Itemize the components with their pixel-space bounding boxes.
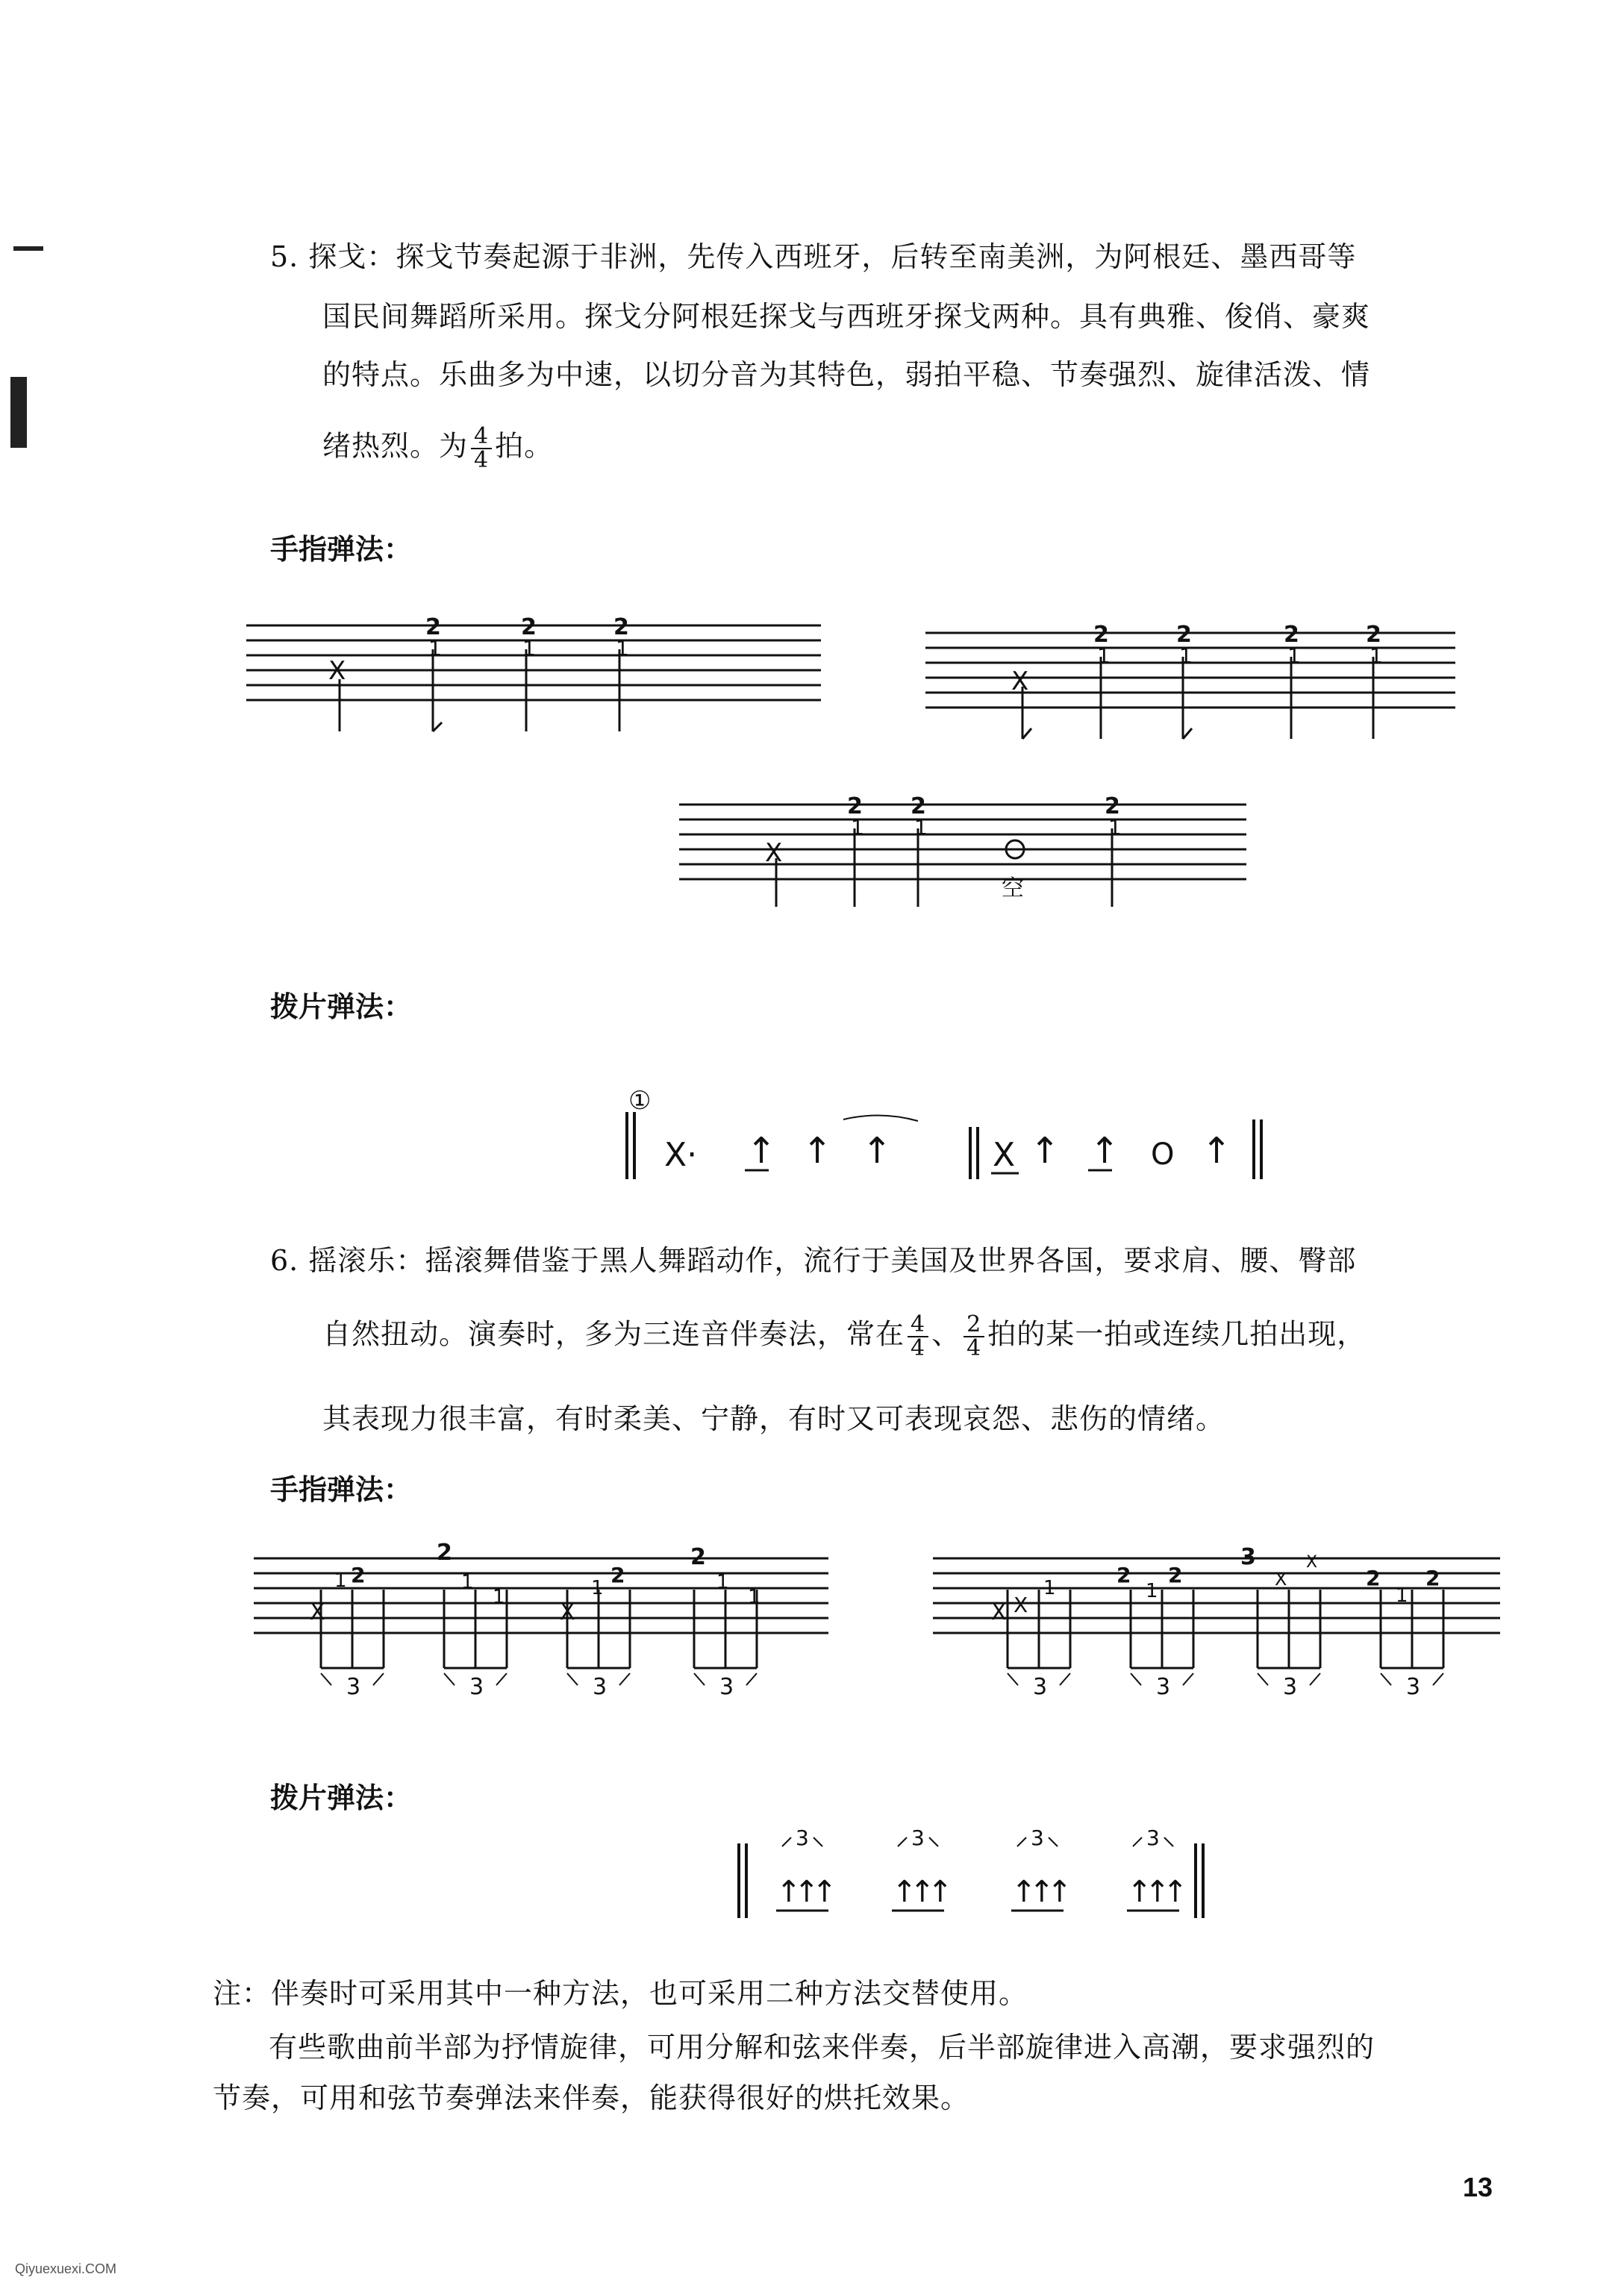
mute-x: X: [310, 1599, 325, 1626]
triplet-number: 3: [719, 1674, 734, 1700]
finger-1: 1: [851, 815, 864, 840]
section6-line2: 自然扭动。演奏时，多为三连音伴奏法，常在 $\frac{4}{4}$ 、 $\frac{2}{4}$ 拍的某一拍或连续几拍出现，: [322, 1311, 1367, 1361]
pick-up: ↑: [1030, 1130, 1061, 1172]
finger-2: 2: [1425, 1566, 1440, 1590]
finger-1: 1: [493, 1586, 505, 1608]
triplet-number: 3: [346, 1674, 361, 1700]
rock-pick-notation: [731, 1814, 1224, 1926]
pick-up-arrow: ↑: [1163, 1875, 1188, 1909]
margin-mark: [13, 246, 43, 251]
finger-1: 1: [748, 1586, 761, 1608]
pick-up-arrow: ↑: [794, 1875, 819, 1909]
triplet-number: 3: [1146, 1826, 1160, 1850]
finger-2: 2: [351, 1563, 366, 1587]
finger-1: 1: [914, 815, 928, 840]
pick-up-arrow: ↑: [910, 1875, 935, 1909]
finger-2: 2: [690, 1544, 706, 1570]
finger-1: 1: [1396, 1584, 1408, 1607]
finger-1: 1: [716, 1571, 729, 1593]
pick-up-arrow: ↑: [812, 1875, 837, 1909]
finger-2: 2: [437, 1540, 452, 1566]
finger-2: 2: [425, 614, 441, 640]
pick-up: ↑: [1202, 1130, 1232, 1172]
time-signature: $\frac{4}{4}$: [471, 425, 492, 472]
note-line1: 注：伴奏时可采用其中一种方法，也可采用二种方法交替使用。: [213, 1977, 1028, 2010]
triplet-number: 3: [593, 1674, 608, 1700]
finger-2: 2: [1176, 622, 1192, 648]
tango-pick-notation: [612, 1082, 1299, 1194]
mute-x: X: [1275, 1569, 1287, 1590]
section5-line4: 绪热烈。为 $\frac{4}{4}$ 拍。: [322, 423, 554, 473]
pick-up: ↑: [746, 1130, 777, 1172]
mute-x: X: [328, 656, 346, 686]
section5-line2: 国民间舞蹈所采用。探戈分阿根廷探戈与西班牙探戈两种。具有典雅、俊俏、豪爽: [322, 300, 1371, 333]
finger-2: 2: [610, 1563, 625, 1587]
open-string-label: 空: [1002, 875, 1024, 902]
mute-x: X: [1014, 1593, 1028, 1617]
pick-open: O: [1151, 1137, 1175, 1172]
mute-x: X: [560, 1599, 575, 1626]
pick-up-arrow: ↑: [1011, 1875, 1037, 1909]
rock-tab-2: [933, 1537, 1508, 1709]
finger-1: 1: [591, 1577, 604, 1599]
pick-mute: X·: [664, 1136, 698, 1174]
pick-up-arrow: ↑: [1145, 1875, 1170, 1909]
tango-tab-1: [246, 605, 828, 746]
triplet-number: 3: [1156, 1674, 1171, 1700]
time-signature-2: $\frac{2}{4}$: [964, 1314, 984, 1360]
section6-line3: 其表现力很丰富，有时柔美、宁静，有时又可表现哀怨、悲伤的情绪。: [322, 1402, 1225, 1435]
mute-x: X: [991, 1599, 1007, 1626]
finger-method-label: 手指弹法：: [270, 532, 413, 566]
finger-2: 2: [1366, 622, 1381, 648]
triplet-number: 3: [1033, 1674, 1048, 1700]
triplet-groups: [1008, 1590, 1443, 1700]
triplet-number: 3: [1406, 1674, 1421, 1700]
pick-method-label-2: 拨片弹法：: [270, 1781, 413, 1814]
mute-x: X: [765, 838, 783, 868]
finger-method-label-2: 手指弹法：: [270, 1473, 413, 1506]
pick-up-arrow: ↑: [1047, 1875, 1072, 1909]
finger-1: 1: [1108, 815, 1122, 840]
pick-up-arrow: ↑: [1127, 1875, 1152, 1909]
pick-triplets: [776, 1826, 1188, 1911]
finger-2: 2: [1116, 1563, 1131, 1587]
section5-line3: 的特点。乐曲多为中速，以切分音为其特色，弱拍平稳、节奏强烈、旋律活泼、情: [322, 358, 1371, 391]
pick-up: ↑: [1090, 1130, 1120, 1172]
triplet-number: 3: [469, 1674, 484, 1700]
pick-mute: X: [993, 1136, 1016, 1174]
finger-2: 2: [1105, 793, 1120, 819]
margin-bar: [10, 377, 27, 448]
finger-2: 2: [613, 614, 629, 640]
pick-up: ↑: [862, 1130, 893, 1172]
finger-1: 1: [1179, 643, 1193, 668]
finger-1: 1: [1287, 643, 1301, 668]
rock-tab-1: [254, 1537, 836, 1709]
finger-3: 3: [1240, 1544, 1256, 1570]
tango-tab-2: [925, 612, 1463, 754]
section5-line1: 5. 探戈：探戈节奏起源于非洲，先传入西班牙，后转至南美洲，为阿根廷、墨西哥等: [270, 240, 1357, 273]
page-number: 13: [1463, 2172, 1493, 2202]
pick-up-arrow: ↑: [928, 1875, 953, 1909]
finger-1: 1: [1043, 1577, 1056, 1599]
time-signature-1: $\frac{4}{4}$: [908, 1314, 928, 1360]
section-marker: ①: [628, 1086, 652, 1116]
finger-2: 2: [1284, 622, 1299, 648]
pick-up-arrow: ↑: [776, 1875, 802, 1909]
footer-watermark: Qiyuexuexi.COM: [15, 2261, 117, 2276]
finger-2: 2: [521, 614, 537, 640]
pick-up: ↑: [802, 1130, 833, 1172]
mute-x: X: [1306, 1553, 1318, 1572]
finger-1: 1: [1097, 643, 1111, 668]
finger-2: 2: [847, 793, 863, 819]
triplet-number: 3: [796, 1826, 809, 1850]
note-line2: 有些歌曲前半部为抒情旋律，可用分解和弦来伴奏，后半部旋律进入高潮，要求强烈的: [269, 2031, 1375, 2064]
pick-up-arrow: ↑: [1029, 1875, 1055, 1909]
pick-up-arrow: ↑: [892, 1875, 917, 1909]
triplet-groups: [321, 1590, 757, 1700]
section6-line1: 6. 摇滚乐：摇滚舞借鉴于黑人舞蹈动作，流行于美国及世界各国，要求肩、腰、臀部: [270, 1244, 1357, 1277]
finger-1: 1: [461, 1571, 474, 1593]
triplet-number: 3: [1283, 1674, 1298, 1700]
finger-1: 1: [334, 1570, 347, 1592]
finger-2: 2: [1168, 1563, 1183, 1587]
triplet-number: 3: [911, 1826, 925, 1850]
finger-1: 1: [1370, 643, 1383, 668]
tango-tab-3: [672, 784, 1254, 925]
finger-1: 1: [428, 636, 442, 660]
finger-2: 2: [1366, 1566, 1381, 1590]
finger-1: 1: [1146, 1580, 1158, 1602]
finger-2: 2: [1093, 622, 1109, 648]
note-line3: 节奏，可用和弦节奏弹法来伴奏，能获得很好的烘托效果。: [213, 2082, 970, 2114]
mute-x: X: [1011, 666, 1029, 696]
finger-2: 2: [911, 793, 926, 819]
finger-1: 1: [522, 636, 536, 660]
triplet-number: 3: [1031, 1826, 1044, 1850]
finger-1: 1: [616, 636, 629, 660]
pick-method-label: 拨片弹法：: [270, 990, 413, 1023]
